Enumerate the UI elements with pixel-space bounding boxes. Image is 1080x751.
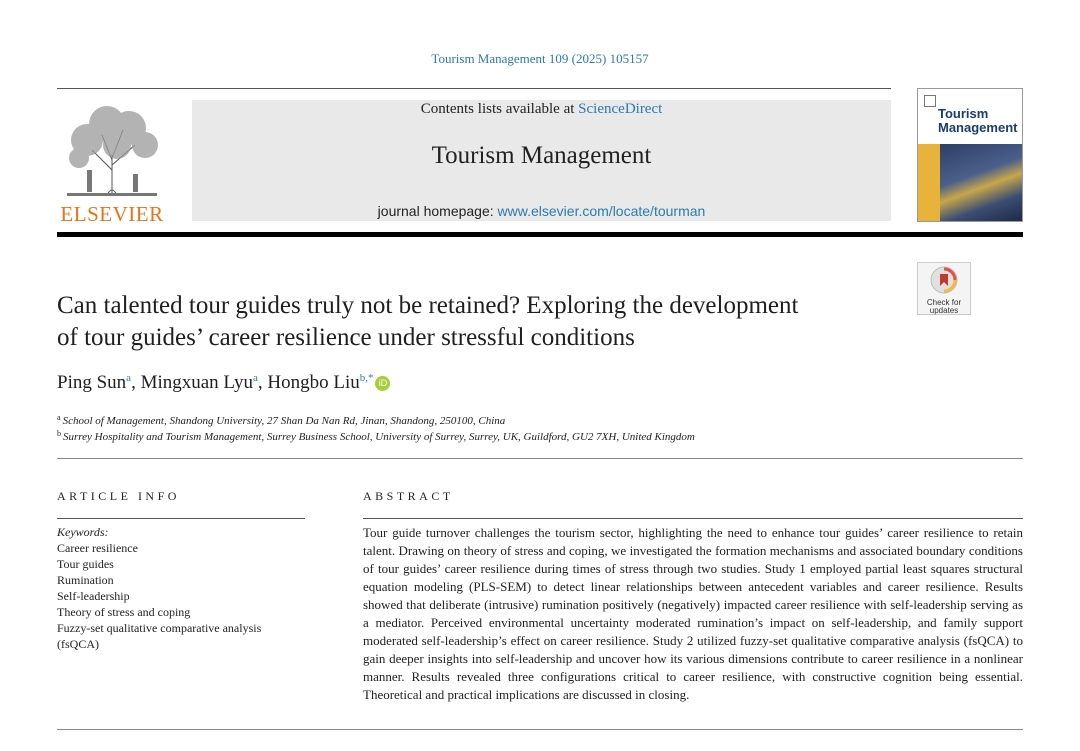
- sciencedirect-link[interactable]: ScienceDirect: [578, 101, 663, 117]
- article-info-heading: ARTICLE INFO: [57, 489, 180, 503]
- check-for-updates-button[interactable]: [917, 262, 971, 315]
- contents-prefix: Contents lists available at: [420, 101, 579, 117]
- contents-line: [192, 101, 891, 118]
- author-affil-mark[interactable]: b,*: [359, 372, 374, 384]
- homepage-prefix: journal homepage:: [377, 203, 498, 219]
- author-list: Ping Sun$^a$, Mingxuan Lyu$^a$, Hongbo Liu$^{b,*}$ iD: [57, 372, 390, 394]
- keyword-item: Theory of stress and coping: [57, 605, 191, 619]
- keyword-item: Tour guides: [57, 557, 114, 571]
- author-name[interactable]: Ping Sun: [57, 372, 127, 393]
- section-rule: [57, 458, 1023, 459]
- updates-line2: updates: [929, 306, 959, 315]
- keywords-label: Keywords:: [57, 525, 109, 539]
- affiliation-text: Surrey Hospitality and Tourism Management, Surrey Business School, University of Surrey, Surrey, UK, Guildford, GU2 7XH, United Kingdom: [63, 431, 695, 443]
- cover-title: [938, 107, 1017, 135]
- check-for-updates-label: [918, 299, 970, 315]
- keyword-item: Rumination: [57, 573, 114, 587]
- affiliation-text: School of Management, Shandong University, 27 Shan Da Nan Rd, Jinan, Shandong, 250100, China: [62, 415, 506, 427]
- cover-photo: [940, 144, 1022, 221]
- journal-cover[interactable]: [917, 88, 1023, 222]
- article-title-line1: Can talented tour guides truly not be retained? Exploring the development: [57, 292, 799, 319]
- keyword-item: Fuzzy-set qualitative comparative analysis: [57, 621, 262, 635]
- abstract-heading: ABSTRACT: [363, 489, 454, 503]
- author-affil-mark[interactable]: a: [126, 372, 132, 384]
- publisher-name: ELSEVIER: [60, 202, 164, 226]
- journal-title: Tourism Management: [431, 142, 652, 169]
- keyword-item: (fsQCA): [57, 637, 99, 651]
- author-affil-mark[interactable]: a: [252, 372, 258, 384]
- affiliation-mark: b: [57, 429, 61, 438]
- author-name[interactable]: Hongbo Liu: [267, 372, 360, 393]
- header-thick-rule: [57, 232, 1023, 237]
- article-info-rule: [57, 518, 305, 519]
- orcid-icon[interactable]: iD: [375, 376, 390, 391]
- keyword-item: Self-leadership: [57, 589, 130, 603]
- cover-title-line1: Tourism: [938, 106, 989, 121]
- cover-strip: [918, 144, 940, 221]
- cover-logo-icon: [924, 95, 936, 107]
- keywords-block: [57, 524, 307, 652]
- updates-line1: Check for: [926, 298, 962, 307]
- abstract-text: Tour guide turnover challenges the tourism sector, highlighting the need to enhance tour guides’ career resilience to retain talent. Drawing on theory of stress and coping, we investigated the formation mechanisms and associated boundary conditions of tour guides’ career resilience during times of stress through two studies. Study 1 employed partial least squares structural equation modeling (PLS-SEM) to detect linear relationships between antecedent variables and career resilience. Results showed that deliberate (intrusive) rumination positively (negatively) impacted career resilience with self-leadership serving as a mediator. Perceived environmental uncertainty moderated rumination’s impact on self-leadership, and family support moderated self-leadership’s effect on career resilience. Study 2 utilized fuzzy-set qualitative comparative analysis (fsQCA) to gain deeper insights into self-leadership and uncover how its various dimensions contribute to career resilience in a nonlinear manner. Results revealed three configurations critical to career resilience, with constructive cognition being essential. Theoretical and practical implications are discussed in closing.: [363, 525, 1023, 702]
- bookmark-icon: [930, 266, 958, 294]
- article-title-line2: of tour guides’ career resilience under stressful conditions: [57, 324, 635, 351]
- keyword-item: Career resilience: [57, 541, 138, 555]
- author-name[interactable]: Mingxuan Lyu: [140, 372, 253, 393]
- header-rule: [57, 88, 891, 89]
- homepage-line: [192, 203, 891, 219]
- affiliation-mark: a: [57, 413, 61, 422]
- abstract-rule: [363, 518, 1023, 519]
- affiliation: [57, 429, 695, 443]
- journal-reference[interactable]: Tourism Management 109 (2025) 105157: [431, 51, 649, 66]
- article-title: [57, 290, 897, 354]
- bottom-rule: [57, 729, 1023, 730]
- affiliation: [57, 413, 505, 427]
- cover-title-line2: Management: [938, 120, 1018, 135]
- journal-banner: [192, 100, 891, 221]
- homepage-link[interactable]: www.elsevier.com/locate/tourman: [497, 203, 706, 219]
